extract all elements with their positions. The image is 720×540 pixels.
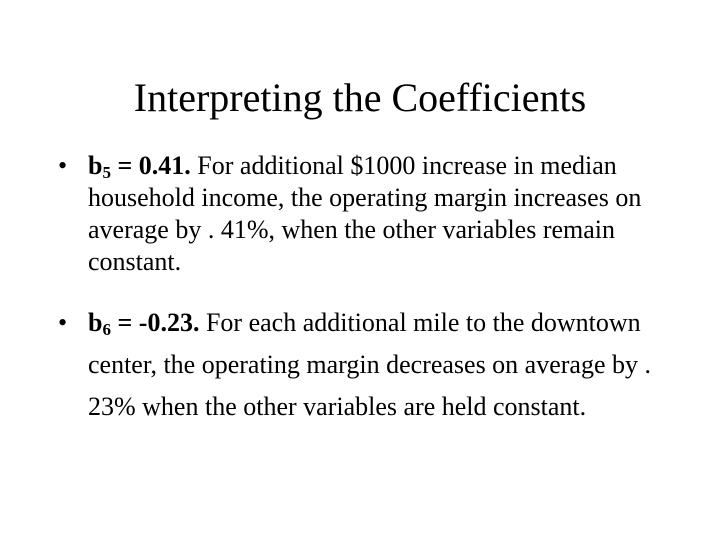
- coefficient-subscript: 6: [102, 320, 111, 339]
- coefficient-letter: b: [88, 308, 103, 337]
- coefficient-label: [88, 151, 191, 180]
- coefficient-value: = -0.23.: [110, 308, 200, 337]
- coefficient-letter: b: [88, 151, 103, 180]
- bullet-item-b5: [58, 150, 698, 278]
- bullet-item-b6: [58, 302, 698, 428]
- bullet-dot-icon: •: [58, 308, 68, 337]
- coefficient-subscript: 5: [102, 163, 111, 182]
- coefficient-label: [88, 308, 199, 337]
- bullet-dot-icon: •: [58, 151, 68, 180]
- bullet-text: For additional $1000 increase in median household income, the operating margin increases on average by . 41%, when the other variables remain constant.: [88, 151, 642, 276]
- bullet-text: For each additional mile to the downtown center, the operating margin decreases on average by . 23% when the other variables are held constant.: [88, 308, 651, 421]
- bullet-list: [58, 150, 698, 428]
- coefficient-value: = 0.41.: [110, 151, 191, 180]
- slide-title: Interpreting the Coefficients: [133, 75, 587, 120]
